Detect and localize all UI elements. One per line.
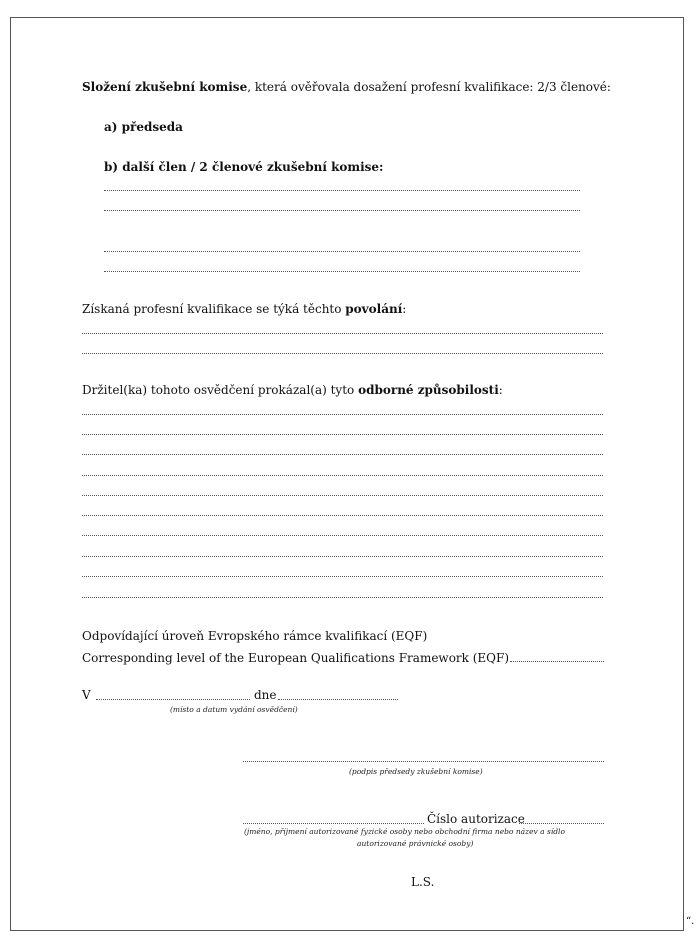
skills-line-2[interactable]: [82, 434, 603, 435]
committee-heading-rest: , která ověřovala dosažení profesní kvalifikace: 2/3 členové:: [247, 80, 611, 94]
place-v-label: V: [82, 688, 91, 702]
occupation-text: Získaná profesní kvalifikace se týká těchto: [82, 302, 346, 316]
skills-line-8[interactable]: [82, 556, 603, 557]
member-line-1[interactable]: [104, 190, 580, 191]
chair-signature-field[interactable]: [243, 761, 604, 762]
occupation-bold: povolání: [345, 302, 403, 316]
chair-signature-caption: (podpis předsedy zkušební komise): [349, 767, 483, 776]
skills-bold: odborné způsobilosti: [358, 383, 499, 397]
authorization-label: Číslo autorizace: [427, 812, 525, 826]
occupation-line-1[interactable]: [82, 333, 603, 334]
skills-line-3[interactable]: [82, 454, 603, 455]
member-line-3[interactable]: [104, 251, 580, 252]
member-line-2[interactable]: [104, 210, 580, 211]
skills-line-10[interactable]: [82, 597, 603, 598]
seal-ls-label: L.S.: [411, 875, 435, 889]
committee-heading: [82, 80, 611, 94]
date-field[interactable]: [278, 699, 398, 700]
member-line-4[interactable]: [104, 271, 580, 272]
end-quote: “.: [686, 916, 695, 927]
skills-line-7[interactable]: [82, 535, 603, 536]
eqf-line-en: Corresponding level of the European Qualifications Framework (EQF): [82, 651, 510, 665]
skills-colon: :: [498, 383, 503, 397]
skills-label: [82, 383, 503, 397]
place-field[interactable]: [96, 699, 250, 700]
members-label: b) další člen / 2 členové zkušební komise:: [104, 160, 384, 174]
chair-label: a) předseda: [104, 120, 183, 134]
eqf-level-field[interactable]: [510, 661, 604, 662]
skills-line-6[interactable]: [82, 515, 603, 516]
skills-line-1[interactable]: [82, 414, 603, 415]
eqf-line-cz: Odpovídající úroveň Evropského rámce kvalifikací (EQF): [82, 629, 428, 643]
page-frame: [10, 17, 684, 931]
date-dne-label: dne: [254, 688, 277, 702]
skills-line-9[interactable]: [82, 576, 603, 577]
authorization-number-field[interactable]: [519, 823, 604, 824]
occupation-line-2[interactable]: [82, 353, 603, 354]
place-date-caption: (místo a datum vydání osvědčení): [170, 705, 298, 714]
occupation-label: [82, 302, 406, 316]
authorized-person-field[interactable]: [243, 823, 424, 824]
occupation-colon: :: [402, 302, 407, 316]
authorization-caption-line2: autorizované právnické osoby): [357, 839, 474, 848]
skills-line-5[interactable]: [82, 495, 603, 496]
committee-heading-bold: Složení zkušební komise: [82, 80, 248, 94]
skills-text: Držitel(ka) tohoto osvědčení prokázal(a) tyto: [82, 383, 359, 397]
authorization-caption-line1: (jméno, příjmení autorizované fyzické osoby nebo obchodní firma nebo název a sídlo: [244, 827, 565, 836]
skills-line-4[interactable]: [82, 475, 603, 476]
